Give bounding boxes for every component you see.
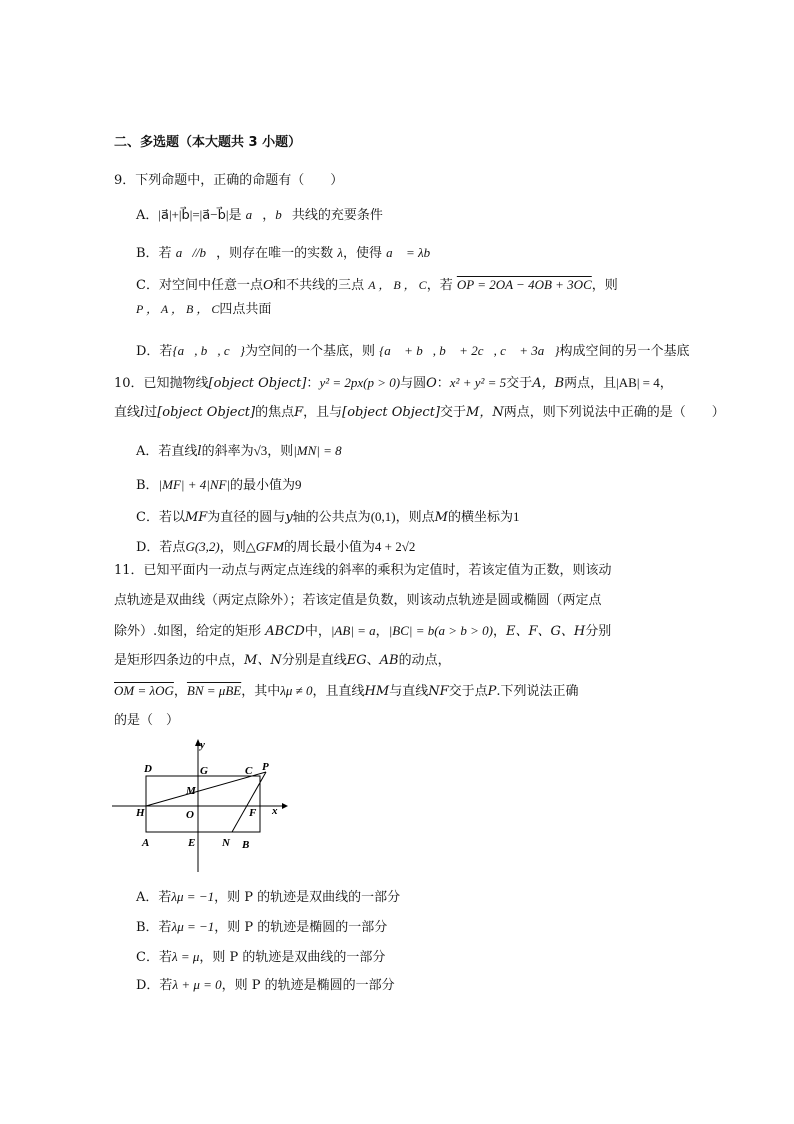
option-label: D．若点 (136, 540, 186, 555)
label-a: A (142, 837, 150, 849)
q11-option-d (136, 976, 395, 995)
math-expr: |a⃗|+|b⃗|=|a⃗−b⃗| (158, 207, 229, 222)
stem-text: ， (659, 376, 673, 391)
option-label: B．若 (136, 246, 172, 261)
math-expr: OM = λOG (114, 683, 174, 698)
stem-text: 的焦点 (255, 405, 295, 420)
math-expr: λμ = −1 (171, 889, 215, 904)
option-text: 的斜率为 (201, 444, 254, 459)
var-abcd: ABCD (265, 624, 305, 639)
label-b: B (242, 839, 250, 851)
q11-stem-line1: 11．已知平面内一动点与两定点连线的斜率的乘积为定值时，若该定值为正数，则该动 (114, 563, 612, 578)
stem-text: 过 (144, 405, 158, 420)
point-o: O (262, 278, 274, 293)
math-expr: {a⃗ + b⃗, b⃗ + 2c⃗, c⃗ + 3a⃗} (379, 343, 560, 358)
line-hm (146, 772, 266, 806)
label-e: E (188, 837, 196, 849)
rectangle-figure (112, 736, 292, 872)
stem-text: 两点，则下列说法中正确的是（ ） (503, 405, 725, 420)
option-text: ，则点 (395, 510, 435, 525)
math-expr: |MF| + 4|NF| (158, 477, 231, 492)
math-expr: a⃗ = λb⃗ (386, 245, 441, 260)
math-value: 9 (295, 477, 302, 492)
var-y: y (285, 510, 293, 525)
vector-b: b⃗ (275, 207, 292, 222)
math-expr: (0,1) (370, 509, 396, 524)
option-text: 是 (228, 208, 242, 223)
stem-text: ， (492, 624, 506, 639)
q11-stem-line5 (114, 682, 579, 701)
stem-text: ，且与 (303, 405, 343, 420)
option-label: A．若 (136, 890, 172, 905)
option-text: ，则 (219, 540, 246, 555)
stem-text: ： (436, 376, 450, 391)
option-text: 为空间的一个基底，则 (244, 344, 375, 359)
option-label: C．对空间中任意一点 (136, 278, 263, 293)
option-label: A． (136, 208, 159, 223)
option-text: ，则 P 的轨迹是双曲线的一部分 (214, 890, 401, 905)
var-l: l (197, 444, 202, 459)
label-h: H (136, 807, 145, 819)
math-expr: |BC| = b(a > b > 0) (388, 623, 493, 638)
option-label: D．若 (136, 344, 173, 359)
label-n: N (222, 837, 230, 849)
lambda: λ (337, 245, 343, 260)
label-o: O (186, 809, 194, 821)
var-ab: AB (379, 653, 399, 668)
option-label: C．若以 (136, 510, 185, 525)
option-label: B．若 (136, 920, 172, 935)
rectangle-abcd (146, 776, 260, 832)
var-p: P (487, 684, 497, 699)
vector-a: a⃗ (245, 207, 263, 222)
math-expr: √3 (253, 443, 268, 458)
section-title: 二、多选题（本大题共 3 小题） (114, 135, 302, 150)
q11-stem-line4 (114, 652, 451, 670)
label-c: C (245, 765, 253, 777)
stem-text: 交于点 (448, 684, 488, 699)
option-text: ，使得 (342, 246, 382, 261)
var-c: [object Object] (157, 405, 256, 420)
label-d: D (144, 763, 152, 775)
q11-stem-line6: 的是（ ） (114, 713, 180, 728)
stem-text: 直线 (114, 405, 141, 420)
option-text: ，则 P 的轨迹是椭圆的一部分 (214, 920, 388, 935)
var-m: M (434, 510, 448, 525)
var-ab: A，B (532, 376, 565, 391)
math-expr: |AB| = 4 (616, 375, 660, 390)
math-expr: x² + y² = 5 (449, 375, 507, 390)
stem-text: ： (306, 376, 320, 391)
option-text: 共线的充要条件 (291, 208, 383, 223)
option-text: 构成空间的另一个基底 (559, 344, 690, 359)
label-g: G (200, 765, 208, 777)
stem-text: 交于 (440, 405, 467, 420)
math-expr: y² = 2px(p > 0) (319, 375, 401, 390)
q11-option-a (136, 888, 400, 907)
var-efgh: E、F、G、H (505, 624, 586, 639)
stem-text: 与直线 (389, 684, 429, 699)
option-text: 的横坐标为 (447, 510, 513, 525)
var-mf: MF (184, 510, 208, 525)
stem-text: 与圆 (400, 376, 427, 391)
q10-option-b (136, 476, 302, 495)
q10-option-c (136, 508, 519, 527)
stem-text: ， (173, 684, 187, 699)
stem-text: ，其中 (241, 684, 281, 699)
stem-text: .下列说法正确 (496, 684, 579, 699)
q10-option-a (136, 442, 342, 461)
var-eg: EG (346, 653, 367, 668)
var-mn: M、N (244, 653, 282, 668)
label-p: P (262, 761, 269, 773)
option-text: ，则 P 的轨迹是椭圆的一部分 (221, 978, 395, 993)
math-expr: λ + μ = 0 (172, 977, 222, 992)
x-axis-arrow (282, 803, 288, 809)
stem-text: ，且直线 (312, 684, 365, 699)
var-c: [object Object] (342, 405, 441, 420)
option-text: ，则 P 的轨迹是双曲线的一部分 (199, 950, 386, 965)
math-expr: BN = μBE (186, 683, 242, 698)
option-label: D．若 (136, 978, 173, 993)
var-hm: HM (364, 684, 390, 699)
stem-text: 10．已知抛物线 (114, 376, 209, 391)
q11-stem-line3 (114, 622, 611, 641)
var-nf: NF (428, 684, 449, 699)
stem-text: 两点，且 (564, 376, 617, 391)
label-m: M (186, 785, 196, 797)
option-text: ，则 (591, 278, 618, 293)
option-label: B． (136, 478, 159, 493)
math-value: 4 + 2√2 (374, 539, 416, 554)
math-expr: OP = 2OA − 4OB + 3OC (456, 277, 592, 292)
label-x: x (272, 805, 278, 817)
math-expr: |MN| = 8 (293, 443, 342, 458)
option-label: C．若 (136, 950, 172, 965)
label-f: F (249, 807, 257, 819)
math-expr: λμ ≠ 0 (280, 683, 313, 698)
math-expr: {a⃗, b⃗, c⃗} (172, 343, 245, 358)
option-text: ，则存在唯一的实数 (216, 246, 334, 261)
stem-text: 中， (304, 624, 331, 639)
stem-text: 除外）.如图，给定的矩形 (114, 624, 262, 639)
stem-text: 、 (366, 653, 380, 668)
q9-option-a (136, 206, 383, 225)
option-text: 的周长最小值为 (283, 540, 375, 555)
math-expr: λμ = −1 (171, 919, 215, 934)
q10-option-d (136, 538, 415, 557)
option-label: A．若直线 (136, 444, 198, 459)
option-text: 为直径的圆与 (207, 510, 286, 525)
line-nf (232, 772, 266, 832)
q9-option-c (136, 276, 618, 295)
math-expr: λ = μ (171, 949, 200, 964)
points: A ， B ， C (368, 278, 427, 292)
q9-option-d (136, 342, 690, 361)
math-value: 1 (512, 509, 520, 524)
q9-option-c-cont (136, 300, 271, 319)
math-expr: a⃗//b⃗ (175, 245, 217, 260)
math-expr: △GFM (245, 539, 284, 554)
q9-stem: 9．下列命题中，正确的命题有（ ） (114, 173, 344, 188)
separator: ， (262, 208, 276, 223)
stem-text: 分别 (585, 624, 612, 639)
var-f: F (294, 405, 304, 420)
stem-text: 的动点， (398, 653, 451, 668)
var-mn: M，N (466, 405, 504, 420)
var-l: l (140, 405, 145, 420)
q10-stem-line1 (114, 374, 673, 393)
q10-stem-line2 (114, 404, 725, 422)
points: P ， A ， B ， C (136, 302, 220, 316)
option-text: 轴的公共点为 (292, 510, 371, 525)
option-text: 的最小值为 (230, 478, 296, 493)
option-text: ，则 (267, 444, 294, 459)
q11-option-b (136, 918, 387, 937)
option-text: 和不共线的三点 (273, 278, 365, 293)
math-expr: |AB| = a (330, 623, 376, 638)
option-text: 四点共面 (219, 302, 272, 317)
option-text: ，若 (426, 278, 453, 293)
stem-text: 是矩形四条边的中点， (114, 653, 245, 668)
var-o: O (426, 376, 437, 391)
q11-stem-line2: 点轨迹是双曲线（两定点除外）；若该定值是负数，则该动点轨迹是圆或椭圆（两定点 (114, 593, 602, 608)
q9-option-b (136, 244, 440, 263)
var-c: [object Object] (208, 376, 307, 391)
label-y: y (200, 739, 205, 751)
stem-text: 分别是直线 (281, 653, 347, 668)
math-expr: G(3,2) (185, 539, 220, 554)
stem-text: 交于 (506, 376, 533, 391)
stem-text: ， (375, 624, 389, 639)
q11-option-c (136, 948, 385, 967)
